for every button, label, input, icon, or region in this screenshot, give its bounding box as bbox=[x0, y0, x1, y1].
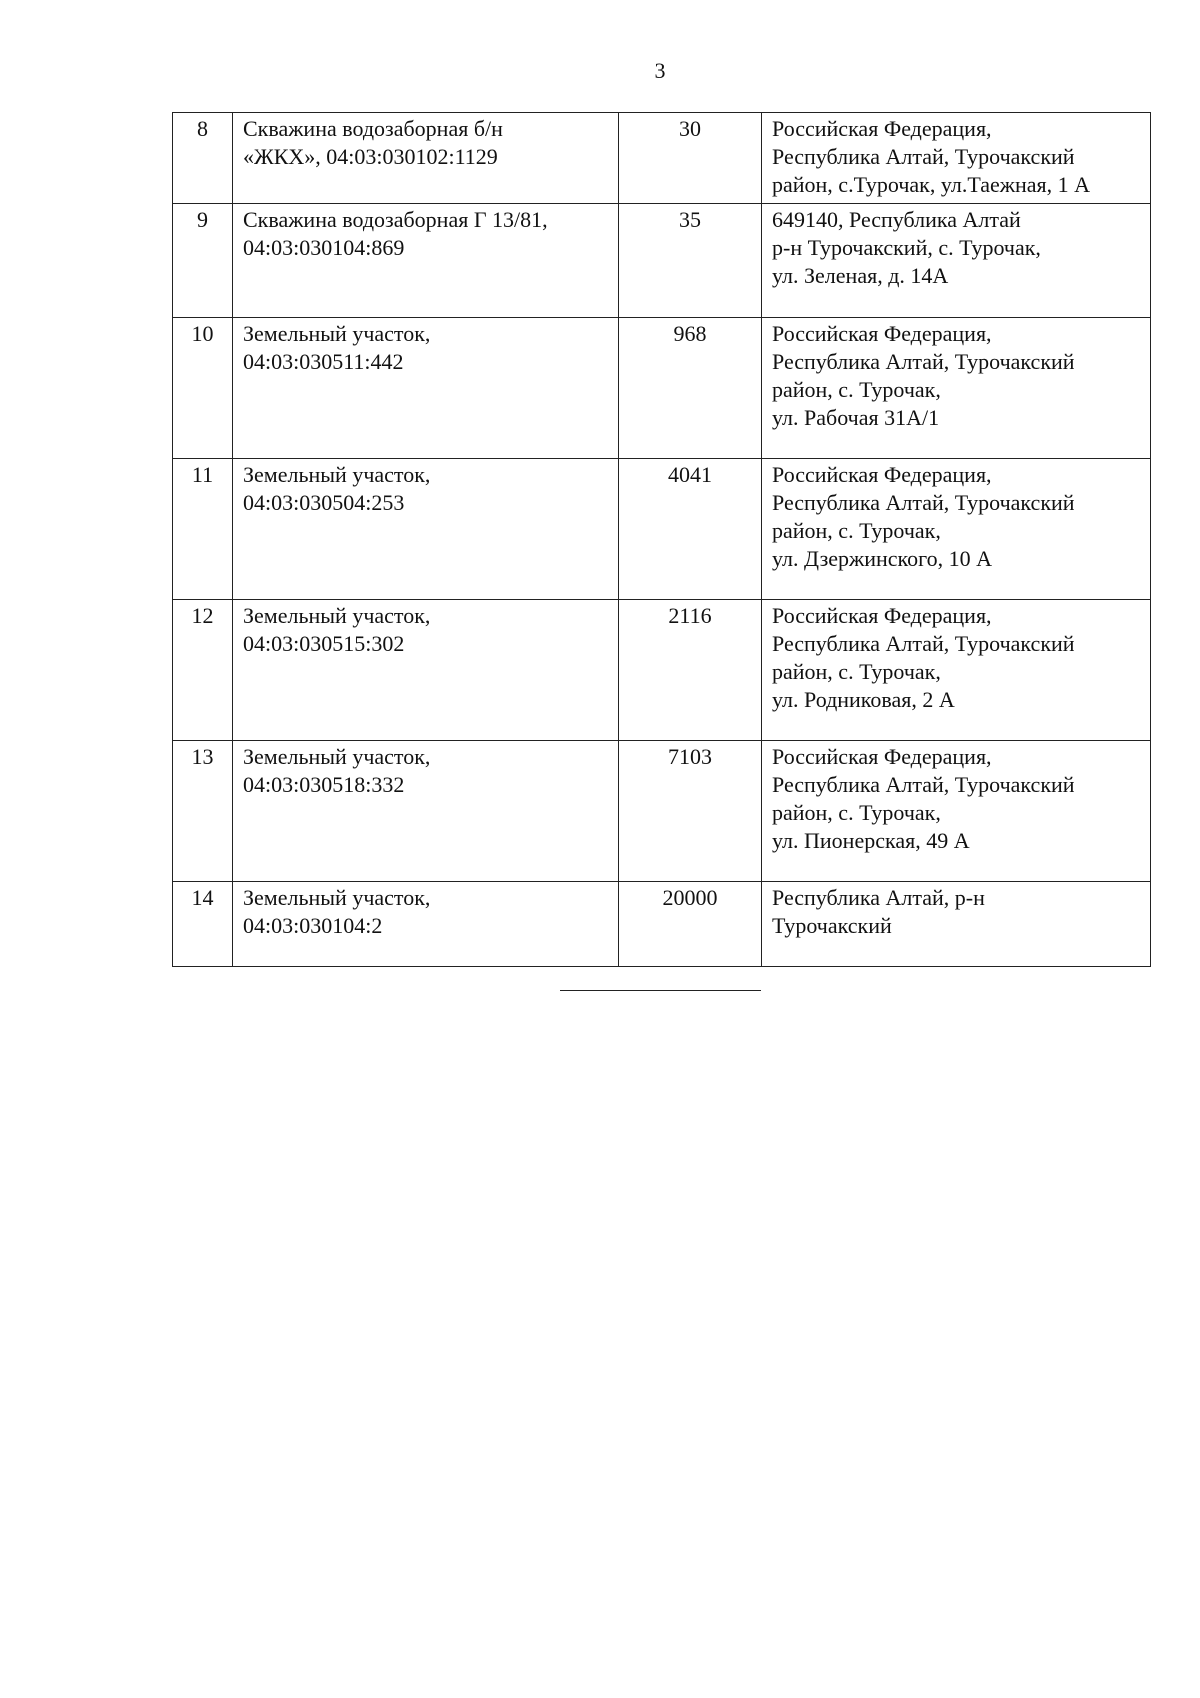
object-area: 4041 bbox=[619, 459, 762, 600]
row-number: 12 bbox=[173, 600, 233, 741]
object-area: 35 bbox=[619, 204, 762, 318]
table-row bbox=[173, 882, 1151, 967]
table-row bbox=[173, 204, 1151, 318]
row-number: 10 bbox=[173, 318, 233, 459]
object-address: Республика Алтай, р-н Турочакский bbox=[762, 882, 1151, 967]
object-area: 968 bbox=[619, 318, 762, 459]
table-row bbox=[173, 318, 1151, 459]
table-row bbox=[173, 741, 1151, 882]
table-row bbox=[173, 600, 1151, 741]
table-row bbox=[173, 459, 1151, 600]
table-row bbox=[173, 113, 1151, 204]
object-address: Российская Федерация, Республика Алтай, Турочакский район, с. Турочак, ул. Родниковая, 2 А bbox=[762, 600, 1151, 741]
object-name: Земельный участок, 04:03:030518:332 bbox=[233, 741, 619, 882]
object-area: 30 bbox=[619, 113, 762, 204]
object-address: 649140, Республика Алтай р-н Турочакский, с. Турочак, ул. Зеленая, д. 14А bbox=[762, 204, 1151, 318]
object-area: 20000 bbox=[619, 882, 762, 967]
row-number: 9 bbox=[173, 204, 233, 318]
row-number: 11 bbox=[173, 459, 233, 600]
row-number: 8 bbox=[173, 113, 233, 204]
row-number: 14 bbox=[173, 882, 233, 967]
object-address: Российская Федерация, Республика Алтай, Турочакский район, с. Турочак, ул. Дзержинского, 10 А bbox=[762, 459, 1151, 600]
object-name: Земельный участок, 04:03:030511:442 bbox=[233, 318, 619, 459]
object-address: Российская Федерация, Республика Алтай, Турочакский район, с. Турочак, ул. Рабочая 31А/1 bbox=[762, 318, 1151, 459]
row-number: 13 bbox=[173, 741, 233, 882]
end-of-document-rule bbox=[560, 990, 761, 991]
object-name: Земельный участок, 04:03:030104:2 bbox=[233, 882, 619, 967]
property-table bbox=[172, 112, 1151, 967]
object-name: Земельный участок, 04:03:030515:302 bbox=[233, 600, 619, 741]
object-area: 7103 bbox=[619, 741, 762, 882]
object-address: Российская Федерация, Республика Алтай, Турочакский район, с. Турочак, ул. Пионерская, 49 А bbox=[762, 741, 1151, 882]
object-name: Скважина водозаборная б/н «ЖКХ», 04:03:030102:1129 bbox=[233, 113, 619, 204]
object-name: Земельный участок, 04:03:030504:253 bbox=[233, 459, 619, 600]
object-address: Российская Федерация, Республика Алтай, Турочакский район, с.Турочак, ул.Таежная, 1 А bbox=[762, 113, 1151, 204]
page-number: 3 bbox=[654, 58, 666, 83]
object-area: 2116 bbox=[619, 600, 762, 741]
object-name: Скважина водозаборная Г 13/81, 04:03:030104:869 bbox=[233, 204, 619, 318]
